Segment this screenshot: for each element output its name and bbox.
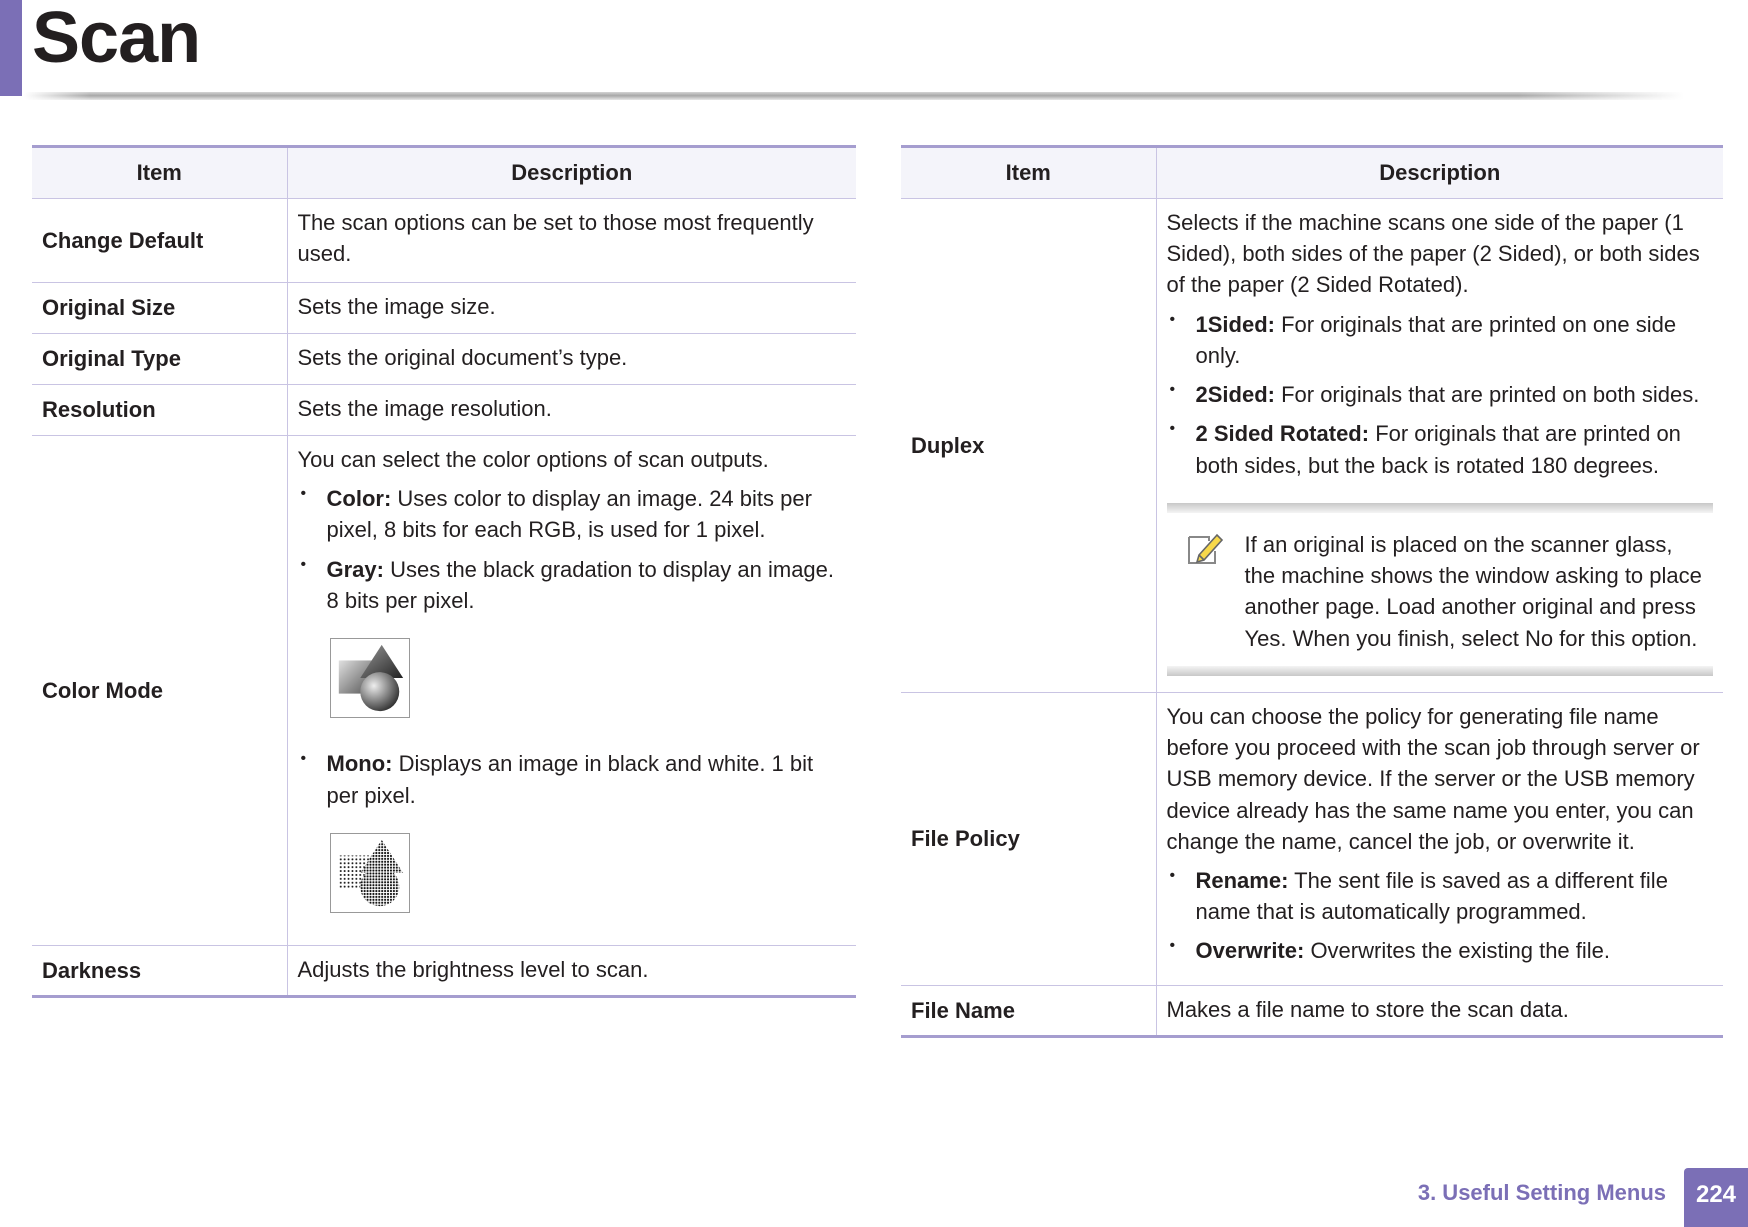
gray-sample-image (330, 638, 410, 718)
note-pencil-icon (1185, 529, 1225, 569)
bullet-label: Mono: (326, 751, 393, 777)
row-desc-original-type: Sets the original document’s type. (287, 334, 856, 385)
bullet-label: Gray: (326, 556, 384, 582)
list-item (1167, 418, 1714, 480)
list-item (298, 554, 847, 616)
row-item-original-size: Original Size (32, 283, 287, 334)
title-divider (24, 92, 1684, 100)
row-desc-file-name: Makes a file name to store the scan data. (1156, 985, 1723, 1036)
list-item (298, 748, 847, 810)
bullet-label: Overwrite: (1195, 938, 1305, 964)
bullet-text: Uses the black gradation to display an image. 8 bits per pixel. (326, 556, 835, 613)
row-desc-file-policy (1156, 692, 1723, 985)
color-mode-intro: You can select the color options of scan outputs. (297, 447, 769, 472)
table-row (901, 692, 1723, 985)
gray-circle-shape (360, 672, 399, 711)
file-policy-list (1167, 865, 1714, 967)
table-row (32, 436, 856, 946)
list-item (298, 483, 847, 545)
row-item-change-default: Change Default (32, 199, 287, 283)
header-item: Item (32, 147, 287, 199)
table-row (32, 283, 856, 334)
row-item-resolution: Resolution (32, 385, 287, 436)
bullet-label: 2 Sided Rotated: (1195, 421, 1370, 447)
list-item (1167, 935, 1714, 966)
color-mode-list (298, 483, 847, 616)
bullet-text: For originals that are printed on both sides. (1274, 382, 1700, 408)
bullet-label: 1Sided: (1195, 311, 1275, 337)
file-policy-intro: You can choose the policy for generating file name before you proceed with the scan job through server or USB memory device. If the server or the USB memory device already has the same name you enter, you can change the name, cancel the job, or overwrite it. (1166, 703, 1700, 854)
mono-sample-image (330, 833, 410, 913)
bullet-label: 2Sided: (1195, 382, 1275, 408)
bullet-text: Overwrites the existing the file. (1304, 938, 1611, 964)
table-row (32, 385, 856, 436)
note-text: If an original is placed on the scanner glass, the machine shows the window asking to place another page. Load another original and press Yes. When you finish, select No for this option. (1244, 531, 1702, 651)
row-desc-original-size: Sets the image size. (287, 283, 856, 334)
title-accent-bar (0, 0, 22, 96)
row-item-original-type: Original Type (32, 334, 287, 385)
table-row (901, 199, 1723, 693)
table-row (901, 985, 1723, 1036)
bullet-text: Displays an image in black and white. 1 bit per pixel. (326, 751, 814, 808)
row-item-file-policy: File Policy (901, 692, 1156, 985)
note-box (1167, 503, 1714, 676)
list-item (1167, 379, 1714, 410)
bullet-text: For originals that are printed on both sides, but the back is rotated 180 degrees. (1195, 421, 1681, 478)
page-number-badge: 224 (1684, 1168, 1748, 1227)
table-row (32, 199, 856, 283)
row-item-duplex: Duplex (901, 199, 1156, 693)
row-item-file-name: File Name (901, 985, 1156, 1036)
header-description: Description (287, 147, 856, 199)
table-header-row (901, 147, 1723, 199)
duplex-intro: Selects if the machine scans one side of the paper (1 Sided), both sides of the paper (2 Sided), or both sides of the paper (2 Sided Rotated). (1166, 210, 1700, 298)
table-header-row (32, 147, 856, 199)
bullet-text: The sent file is saved as a different file name that is automatically programmed. (1195, 867, 1668, 925)
row-item-darkness: Darkness (32, 946, 287, 997)
list-item (1167, 865, 1714, 927)
header-item: Item (901, 147, 1156, 199)
page-title: Scan (32, 0, 201, 78)
row-desc-change-default: The scan options can be set to those most frequently used. (287, 199, 856, 283)
row-item-color-mode: Color Mode (32, 436, 287, 946)
row-desc-color-mode (287, 436, 856, 946)
bullet-label: Rename: (1195, 867, 1289, 893)
scan-options-table-left (32, 145, 856, 998)
footer-section-label: 3. Useful Setting Menus (1417, 1180, 1666, 1205)
bullet-text: Uses color to display an image. 24 bits per pixel, 8 bits for each RGB, is used for 1 pixel. (326, 486, 812, 543)
color-mode-list-mono (298, 748, 847, 810)
row-desc-resolution: Sets the image resolution. (287, 385, 856, 436)
row-desc-darkness: Adjusts the brightness level to scan. (287, 946, 856, 997)
duplex-list (1167, 309, 1714, 481)
row-desc-duplex (1156, 199, 1723, 693)
table-row (32, 334, 856, 385)
bullet-text: For originals that are printed on one side only. (1195, 311, 1677, 368)
mono-circle-shape (360, 867, 399, 906)
scan-options-table-right (901, 145, 1723, 1038)
bullet-label: Color: (326, 486, 392, 512)
table-row (32, 946, 856, 997)
list-item (1167, 309, 1714, 371)
header-description: Description (1156, 147, 1723, 199)
